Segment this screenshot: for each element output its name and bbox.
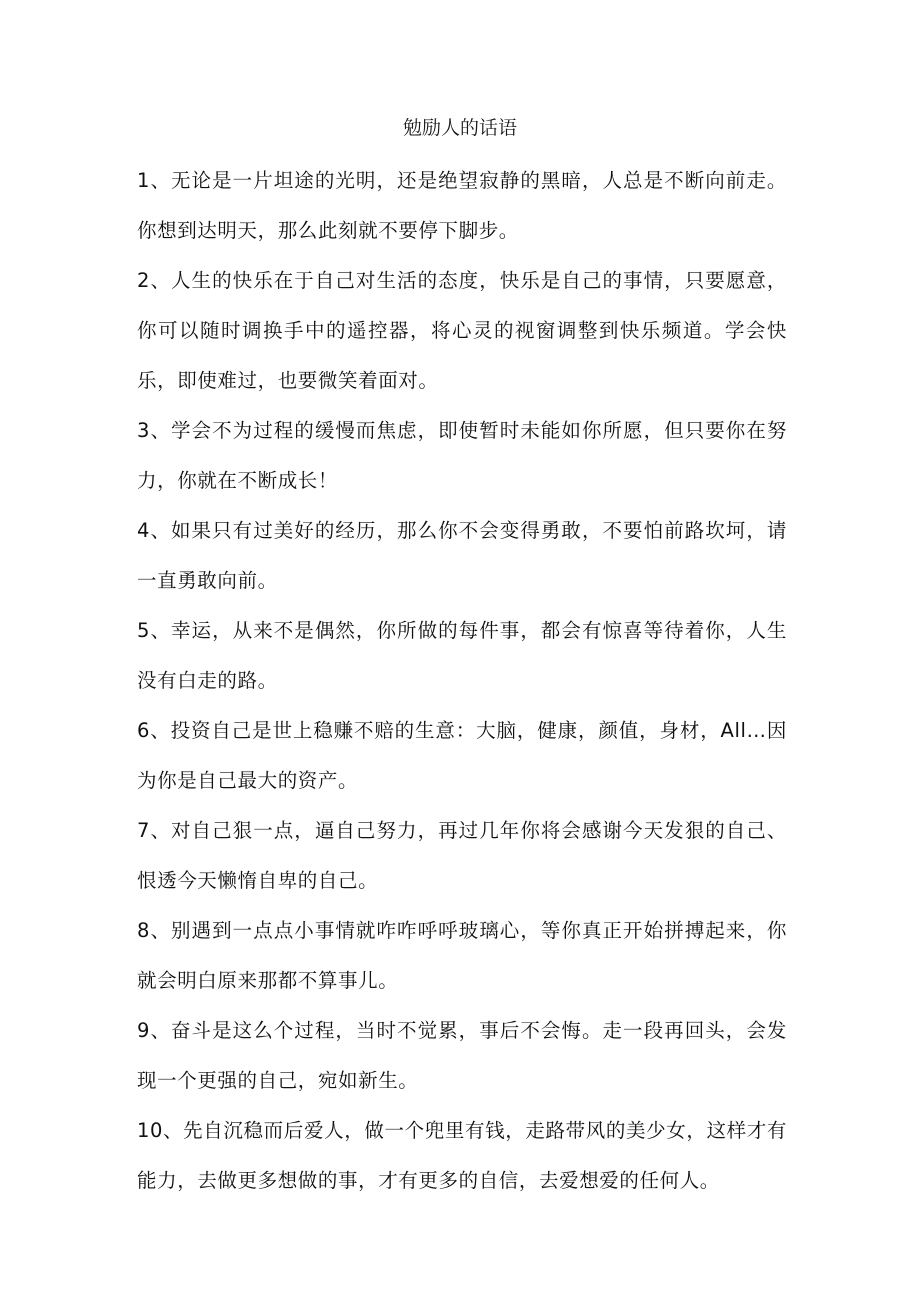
quote-item-7: 7、对自己狠一点，逼自己努力，再过几年你将会感谢今天发狠的自己、恨透今天懒惰自卑的自己。 bbox=[137, 819, 787, 892]
quote-item-5: 5、幸运，从来不是偶然，你所做的每件事，都会有惊喜等待着你，人生没有白走的路。 bbox=[137, 619, 787, 692]
quote-item-1: 1、无论是一片坦途的光明，还是绝望寂静的黑暗，人总是不断向前走。你想到达明天，那么此刻就不要停下脚步。 bbox=[137, 169, 787, 242]
quote-item-6: 6、投资自己是世上稳赚不赔的生意：大脑，健康，颜值，身材，All…因为你是自己最大的资产。 bbox=[137, 719, 787, 792]
quote-item-2: 2、人生的快乐在于自己对生活的态度，快乐是自己的事情，只要愿意，你可以随时调换手中的遥控器，将心灵的视窗调整到快乐频道。学会快乐，即使难过，也要微笑着面对。 bbox=[137, 269, 787, 392]
quote-item-4: 4、如果只有过美好的经历，那么你不会变得勇敢，不要怕前路坎坷，请一直勇敢向前。 bbox=[137, 519, 787, 592]
quote-list bbox=[137, 156, 787, 1206]
quote-item-8: 8、别遇到一点点小事情就咋咋呼呼玻璃心，等你真正开始拼搏起来，你就会明白原来那都不算事儿。 bbox=[137, 919, 787, 992]
quote-item-9: 9、奋斗是这么个过程，当时不觉累，事后不会悔。走一段再回头，会发现一个更强的自己，宛如新生。 bbox=[137, 1019, 787, 1092]
quote-item-10: 10、先自沉稳而后爱人，做一个兜里有钱，走路带风的美少女，这样才有能力，去做更多想做的事，才有更多的自信，去爱想爱的任何人。 bbox=[137, 1119, 787, 1192]
quote-item-3: 3、学会不为过程的缓慢而焦虑，即使暂时未能如你所愿，但只要你在努力，你就在不断成长！ bbox=[137, 419, 787, 492]
document-title: 勉励人的话语 bbox=[402, 117, 517, 139]
